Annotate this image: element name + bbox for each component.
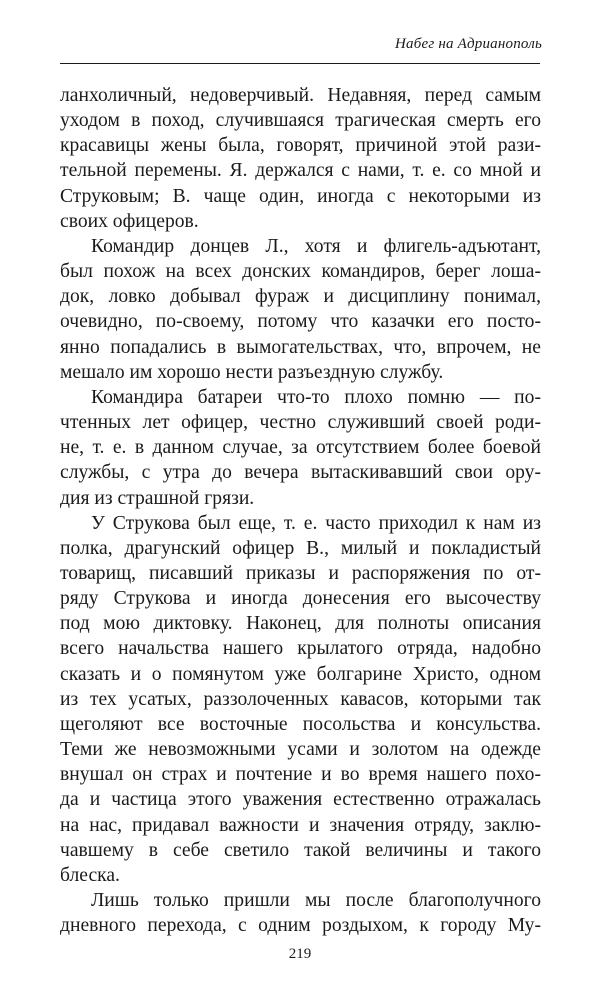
text-line: сказать и о помянутом уже болгарине Христо, одном: [60, 663, 541, 685]
text-line: всего начальства нашего крылатого отряда, надобно: [60, 638, 541, 660]
text-line: красавицы жены была, говорят, причиной этой рази-: [60, 135, 541, 157]
running-header: Набег на Адрианополь: [394, 36, 542, 52]
text-line: Теми же невозможными усами и золотом на одежде: [60, 739, 541, 761]
text-line: товарищ, писавший приказы и распоряжения по от-: [60, 562, 541, 584]
text-line: Струковым; В. чаще один, иногда с некоторыми из: [60, 185, 541, 207]
text-line: под мою диктовку. Наконец, для полноты описания: [60, 613, 541, 635]
text-line: уходом в поход, случившаяся трагическая смерть его: [60, 110, 541, 132]
text-line: чтенных лет офицер, честно служивший своей роди-: [60, 412, 541, 434]
text-line: щеголяют все восточные посольства и консульства.: [60, 713, 541, 735]
text-line: из тех усатых, раззолоченных кавасов, которыми так: [60, 688, 541, 710]
text-line: тельной перемены. Я. держался с нами, т. е. со мной и: [60, 160, 541, 182]
text-line: на нас, придавал важности и значения отряду, заклю-: [60, 814, 541, 836]
body-text: [60, 83, 541, 938]
text-line: очевидно, по-своему, потому что казачки его посто-: [60, 311, 541, 333]
text-line: Командир донцев Л., хотя и флигель-адъютант,: [91, 235, 541, 257]
text-line: У Струкова был еще, т. е. часто приходил к нам из: [91, 512, 541, 534]
text-line: Лишь только пришли мы после благополучного: [91, 890, 541, 911]
header-rule: [60, 63, 540, 64]
text-line: чавшему в себе светило такой величины и такого: [60, 839, 541, 861]
text-line: дневного перехода, с одним роздыхом, к городу Му-: [60, 915, 541, 937]
text-line: ряду Струкова и иногда донесения его высочеству: [60, 588, 541, 610]
page-number: 219: [288, 946, 312, 962]
text-line: своих офицеров.: [60, 210, 199, 232]
text-line: службы, с утра до вечера вытаскивавший свои ору-: [60, 462, 541, 484]
text-line: блеска.: [60, 864, 120, 886]
text-line: янно попадались в вымогательствах, что, впрочем, не: [60, 336, 541, 358]
text-line: полка, драгунский офицер В., милый и покладистый: [60, 537, 541, 559]
text-line: ланхоличный, недоверчивый. Недавняя, перед самым: [60, 85, 541, 106]
text-line: был похож на всех донских командиров, берег лоша-: [60, 261, 541, 283]
text-line: да и частица этого уважения естественно отражалась: [60, 789, 541, 811]
text-line: внушал он страх и почтение и во время нашего похо-: [60, 764, 541, 786]
text-line: Командира батареи что-то плохо помню — по-: [91, 386, 541, 408]
text-line: док, ловко добывал фураж и дисциплину понимал,: [60, 286, 541, 308]
text-line: мешало им хорошо нести разъездную службу.: [60, 361, 444, 383]
text-line: не, т. е. в данном случае, за отсутствием более боевой: [60, 437, 541, 459]
text-line: дия из страшной грязи.: [60, 487, 255, 509]
